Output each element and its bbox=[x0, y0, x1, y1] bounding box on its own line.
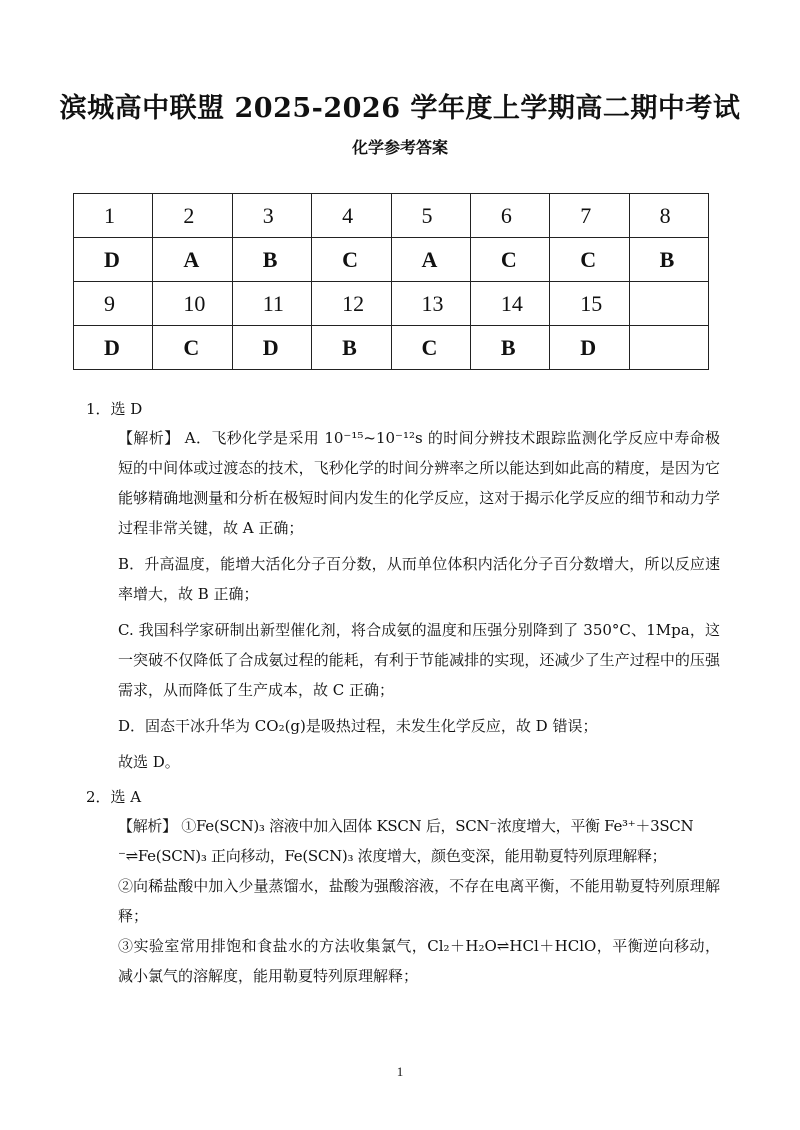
table-cell: A bbox=[391, 238, 470, 282]
table-cell: 2 bbox=[153, 194, 232, 238]
question-2-analysis-line-2: ⁻⇌Fe(SCN)₃ 正向移动，Fe(SCN)₃ 浓度增大，颜色变深，能用勒夏特列原理解释； bbox=[118, 847, 667, 865]
table-cell: 9 bbox=[74, 282, 153, 326]
question-1-analysis: 【解析】 A．飞秒化学是采用 10⁻¹⁵~10⁻¹²s 的时间分辨技术跟踪监测化学反应中寿命极短的中间体或过渡态的技术，飞秒化学的时间分辨率之所以能达到如此高的精度，是因为它能够精确地测量和分析在极短时间内发生的化学反应，这对于揭示化学反应的细节和动力学过程非常关键，故 A 正确； bbox=[118, 429, 720, 537]
table-cell: 14 bbox=[470, 282, 549, 326]
table-cell: B bbox=[312, 326, 391, 370]
question-1-option-d: D．固态干冰升华为 CO₂(g)是吸热过程，未发生化学反应，故 D 错误； bbox=[118, 717, 598, 735]
question-1-option-c: C. 我国科学家研制出新型催化剂，将合成氨的温度和压强分别降到了 350°C、1Mpa，这一突破不仅降低了合成氨过程的能耗，有利于节能减排的实现，还减少了生产过程中的压强需求，从而降低了生产成本，故 C 正确； bbox=[118, 621, 720, 699]
question-2-heading: 2．选 A bbox=[86, 788, 142, 806]
table-cell: 12 bbox=[312, 282, 391, 326]
table-cell: B bbox=[470, 326, 549, 370]
table-cell: D bbox=[74, 326, 153, 370]
table-cell bbox=[629, 326, 708, 370]
table-cell: 1 bbox=[74, 194, 153, 238]
question-2-analysis-line-1: 【解析】 ①Fe(SCN)₃ 溶液中加入固体 KSCN 后，SCN⁻浓度增大，平衡 Fe³⁺＋3SCN bbox=[118, 817, 694, 835]
table-cell: C bbox=[470, 238, 549, 282]
table-cell bbox=[629, 282, 708, 326]
document-subtitle: 化学参考答案 bbox=[351, 138, 448, 157]
table-cell: 8 bbox=[629, 194, 708, 238]
table-cell: 10 bbox=[153, 282, 232, 326]
table-cell: 5 bbox=[391, 194, 470, 238]
table-cell: 3 bbox=[232, 194, 311, 238]
table-cell: 15 bbox=[550, 282, 629, 326]
table-cell: C bbox=[312, 238, 391, 282]
document-title: 滨城高中联盟 2025-2026 学年度上学期高二期中考试 bbox=[59, 93, 741, 124]
table-cell: D bbox=[232, 326, 311, 370]
answer-key-table bbox=[73, 193, 709, 370]
table-cell: 7 bbox=[550, 194, 629, 238]
table-cell: 13 bbox=[391, 282, 470, 326]
question-2-item-3: ③实验室常用排饱和食盐水的方法收集氯气，Cl₂＋H₂O⇌HCl＋HClO，平衡逆向移动，减小氯气的溶解度，能用勒夏特列原理解释； bbox=[118, 937, 720, 985]
question-1-option-b: B．升高温度，能增大活化分子百分数，从而单位体积内活化分子百分数增大，所以反应速率增大，故 B 正确； bbox=[118, 555, 720, 603]
answer-row bbox=[74, 326, 709, 370]
answer-row bbox=[74, 238, 709, 282]
explanations bbox=[0, 395, 800, 991]
table-cell: C bbox=[153, 326, 232, 370]
question-1-heading: 1．选 D bbox=[86, 400, 143, 418]
question-number-row bbox=[74, 282, 709, 326]
table-cell: 4 bbox=[312, 194, 391, 238]
table-cell: 6 bbox=[470, 194, 549, 238]
question-2-item-2: ②向稀盐酸中加入少量蒸馏水，盐酸为强酸溶液，不存在电离平衡，不能用勒夏特列原理解释； bbox=[118, 877, 720, 925]
table-cell: A bbox=[153, 238, 232, 282]
question-1-conclusion: 故选 D。 bbox=[118, 753, 180, 771]
question-number-row bbox=[74, 194, 709, 238]
page-number: 1 bbox=[396, 1064, 404, 1079]
table-cell: 11 bbox=[232, 282, 311, 326]
table-cell: B bbox=[629, 238, 708, 282]
table-cell: D bbox=[74, 238, 153, 282]
table-cell: D bbox=[550, 326, 629, 370]
table-cell: B bbox=[232, 238, 311, 282]
table-cell: C bbox=[550, 238, 629, 282]
table-cell: C bbox=[391, 326, 470, 370]
